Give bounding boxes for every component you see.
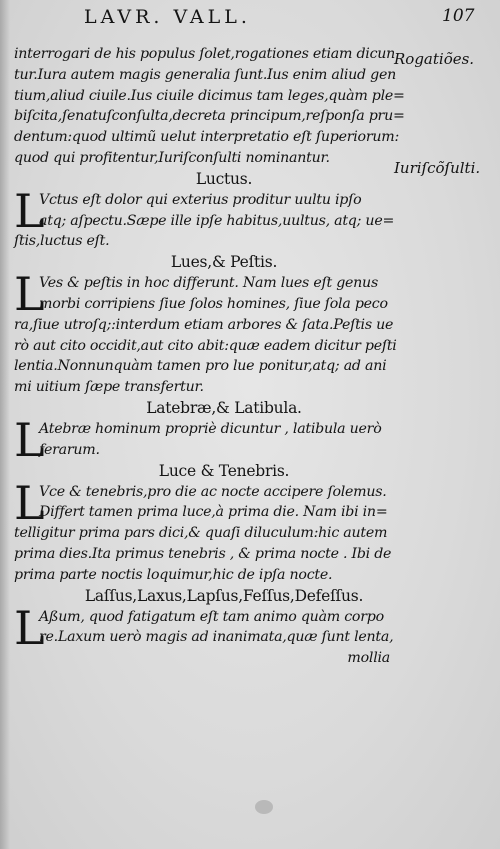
- drop-cap: L: [14, 475, 45, 530]
- text-line: Ves & peſtis in hoc differunt. Nam lues eſt genus: [39, 275, 378, 292]
- catchword: mollia: [347, 650, 390, 667]
- section-heading: Luce & Tenebris.: [158, 461, 290, 480]
- text-line: Differt tamen prima luce,à prima die. Nam ibi in=: [39, 504, 388, 521]
- text-line: Atebræ hominum propriè dicuntur , latibula uerò: [39, 420, 382, 437]
- intro-paragraph: [14, 44, 405, 169]
- text-line: mi uitium ſæpe transfertur.: [14, 379, 204, 396]
- text-line: atq; aſpectu.Sæpe ille ipſe habitus,uultus, atq; ue=: [39, 212, 395, 229]
- main-text-block: [14, 44, 405, 669]
- margin-note-rogationes: Rogatiões.: [394, 50, 475, 68]
- section-paragraph: [14, 600, 394, 669]
- text-line: ſtis,luctus eſt.: [14, 233, 110, 250]
- text-line: Vctus eſt dolor qui exterius proditur uultu ipſo: [39, 191, 362, 208]
- section-paragraph: [14, 183, 395, 252]
- text-line: telligitur prima pars dici,& quaſi diluculum:hic autem: [14, 525, 388, 542]
- section-heading: Lues,& Peſtis.: [170, 253, 278, 272]
- text-line: Aßum, quod fatigatum eſt tam animo quàm corpo: [39, 608, 384, 625]
- text-line: quod qui profitentur,Iuriſconſulti nominantur.: [14, 149, 330, 166]
- text-line: re.Laxum uerò magis ad inanimata,quæ ſunt lenta,: [39, 629, 394, 646]
- text-line: dentum:quod ultimũ uelut interpretatio eſt ſuperiorum:: [14, 129, 399, 146]
- text-line: prima dies.Ita primus tenebris , & prima nocte . Ibi de: [14, 545, 392, 562]
- margin-note-iurisconsulti: Iuriſcõſulti.: [394, 159, 481, 177]
- text-line: ferarum.: [39, 441, 100, 458]
- page-gutter-shadow: [0, 0, 10, 849]
- text-line: rò aut cito occidit,aut cito abit:quæ eadem dicitur peſti: [14, 337, 397, 354]
- text-line: ra,ſiue utroſq;:interdum etiam arbores & ſata.Peſtis ue: [14, 316, 394, 333]
- text-line: tium,aliud ciuile.Ius ciuile dicimus tam leges,quàm ple=: [14, 87, 405, 104]
- running-head-title: LAVR. VALL.: [84, 6, 251, 28]
- text-line: lentia.Nonnunquàm tamen pro lue ponitur,atq; ad ani: [14, 358, 387, 375]
- text-line: tur.Iura autem magis generalia ſunt.Ius enim aliud gen: [14, 66, 397, 83]
- drop-cap: L: [14, 183, 45, 238]
- page-number: 107: [442, 6, 475, 26]
- text-line: interrogari de his populus ſolet,rogationes etiam dicun: [14, 46, 396, 62]
- text-line: Vce & tenebris,pro die ac nocte accipere ſolemus.: [39, 483, 387, 500]
- section-heading: Luctus.: [195, 169, 253, 188]
- text-line: morbi corripiens ſiue ſolos homines, ſiue ſola peco: [39, 295, 388, 312]
- running-head: [0, 6, 500, 32]
- section-paragraph: [14, 475, 394, 586]
- ink-smudge: [255, 800, 273, 814]
- drop-cap: L: [14, 600, 45, 655]
- section-heading: Latebræ,& Latibula.: [146, 398, 302, 417]
- text-line: biſcita,ſenatuſconſulta,decreta principum,reſponſa pru=: [14, 108, 405, 125]
- drop-cap: L: [14, 412, 45, 467]
- section-paragraph: [14, 267, 397, 398]
- section-paragraph: [14, 412, 394, 467]
- section-heading: Laſſus,Laxus,Lapſus,Feſſus,Defeſſus.: [84, 586, 364, 605]
- drop-cap: L: [14, 267, 45, 322]
- text-line: prima parte noctis loquimur,hic de ipſa nocte.: [14, 566, 333, 583]
